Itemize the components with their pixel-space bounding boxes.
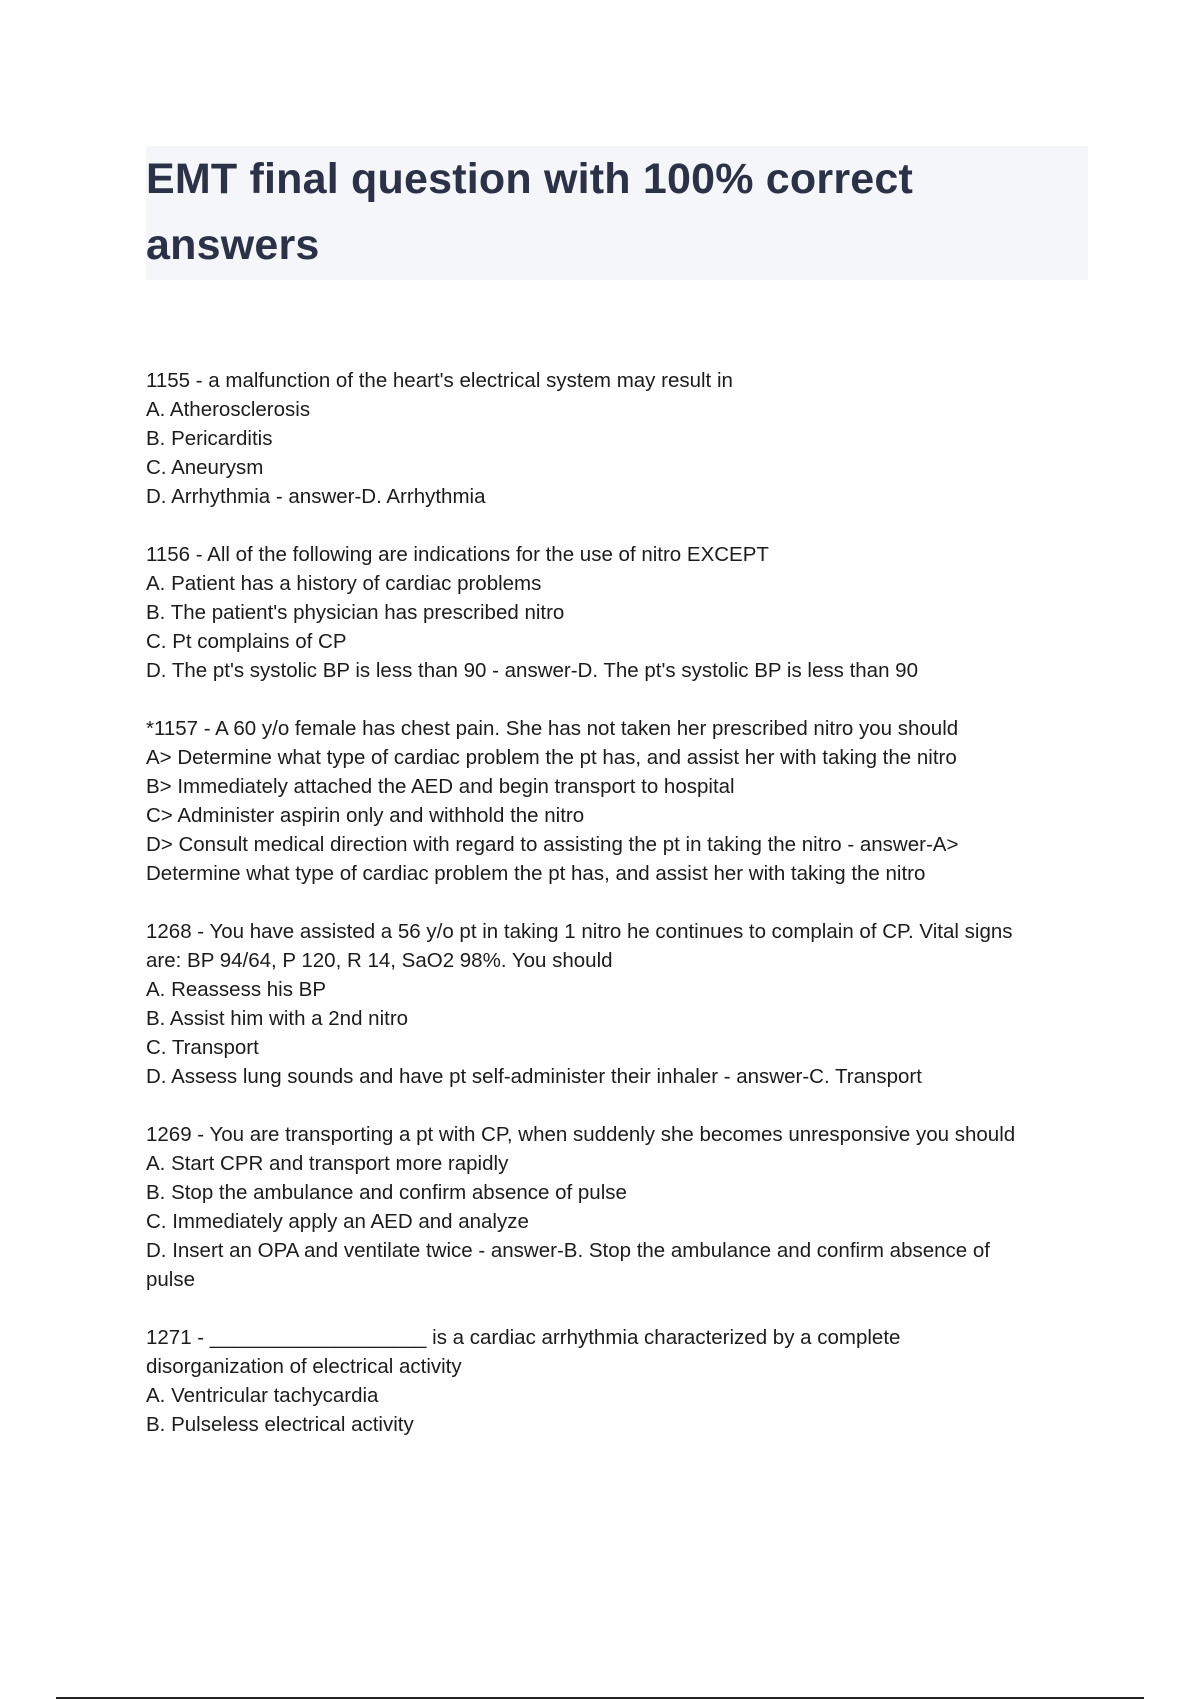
- answer-option: D> Consult medical direction with regard to assisting the pt in taking the nitro - answer-A>: [146, 833, 959, 856]
- question-1269: [146, 1120, 1096, 1294]
- question-line: 1268 - You have assisted a 56 y/o pt in taking 1 nitro he continues to complain of CP. Vital signs: [146, 920, 1013, 943]
- answer-option: B. The patient's physician has prescribed nitro: [146, 601, 565, 624]
- answer-option: D. Arrhythmia - answer-D. Arrhythmia: [146, 485, 486, 508]
- answer-option: C. Transport: [146, 1036, 259, 1059]
- answer-continuation: pulse: [146, 1268, 196, 1291]
- answer-option: B. Stop the ambulance and confirm absence of pulse: [146, 1181, 627, 1204]
- answer-option: A. Reassess his BP: [146, 978, 327, 1001]
- answer-option: A. Ventricular tachycardia: [146, 1384, 379, 1407]
- question-continuation: are: BP 94/64, P 120, R 14, SaO2 98%. You should: [146, 949, 613, 972]
- answer-option: B. Pulseless electrical activity: [146, 1413, 414, 1436]
- answer-option: D. Insert an OPA and ventilate twice - answer-B. Stop the ambulance and confirm absence of: [146, 1239, 990, 1262]
- answer-option: C. Immediately apply an AED and analyze: [146, 1210, 529, 1233]
- question-1271: [146, 1323, 1096, 1439]
- footer-divider: [56, 1697, 1144, 1699]
- question-line: *1157 - A 60 y/o female has chest pain. She has not taken her prescribed nitro you should: [146, 717, 959, 740]
- question-line: 1269 - You are transporting a pt with CP, when suddenly she becomes unresponsive you should: [146, 1123, 1016, 1146]
- answer-option: C> Administer aspirin only and withhold the nitro: [146, 804, 585, 827]
- answer-option: B. Pericarditis: [146, 427, 273, 450]
- answer-option: B> Immediately attached the AED and begin transport to hospital: [146, 775, 735, 798]
- question-1156: [146, 540, 1096, 685]
- answer-continuation: Determine what type of cardiac problem the pt has, and assist her with taking the nitro: [146, 862, 926, 885]
- answer-option: B. Assist him with a 2nd nitro: [146, 1007, 409, 1030]
- question-1268: [146, 917, 1096, 1091]
- answer-option: C. Aneurysm: [146, 456, 264, 479]
- answer-option: A. Atherosclerosis: [146, 398, 311, 421]
- question-line: 1271 - ___________________ is a cardiac arrhythmia characterized by a complete: [146, 1326, 901, 1349]
- answer-option: A> Determine what type of cardiac problem the pt has, and assist her with taking the nitro: [146, 746, 957, 769]
- question-continuation: disorganization of electrical activity: [146, 1355, 462, 1378]
- title-box: [146, 146, 1088, 280]
- question-line: 1156 - All of the following are indications for the use of nitro EXCEPT: [146, 543, 769, 566]
- question-line: 1155 - a malfunction of the heart's electrical system may result in: [146, 369, 733, 392]
- question-list: [146, 366, 1096, 1468]
- answer-option: A. Patient has a history of cardiac problems: [146, 572, 542, 595]
- answer-option: D. The pt's systolic BP is less than 90 - answer-D. The pt's systolic BP is less than 90: [146, 659, 918, 682]
- answer-option: C. Pt complains of CP: [146, 630, 347, 653]
- answer-option: A. Start CPR and transport more rapidly: [146, 1152, 509, 1175]
- question-1157: [146, 714, 1096, 888]
- question-1155: [146, 366, 1096, 511]
- answer-option: D. Assess lung sounds and have pt self-administer their inhaler - answer-C. Transport: [146, 1065, 922, 1088]
- page-title: EMT final question with 100% correct answers: [146, 155, 914, 269]
